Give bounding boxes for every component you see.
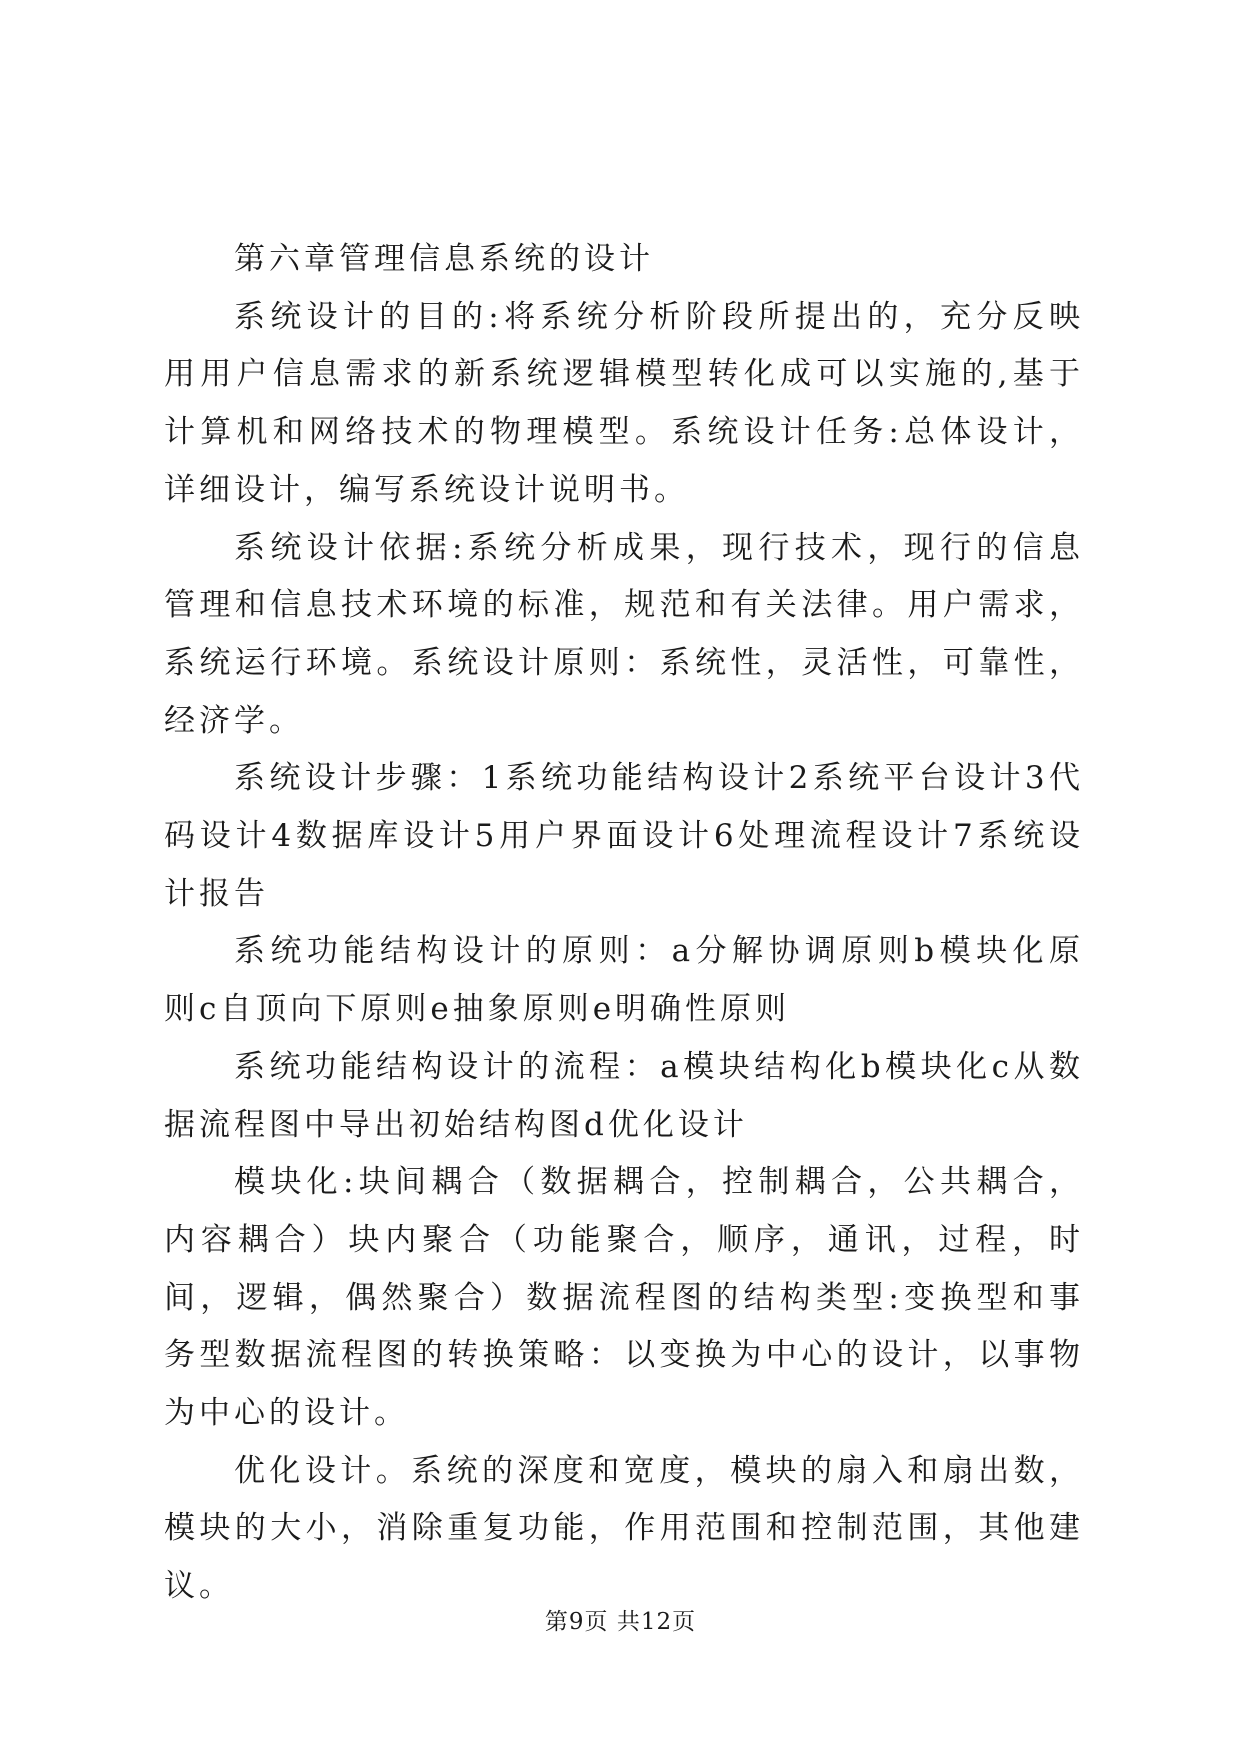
- chapter-heading: 第六章管理信息系统的设计: [234, 241, 654, 277]
- paragraph-design-steps: 系统设计步骤：1系统功能结构设计2系统平台设计3代码设计4数据库设计5用户界面设计6处理流程设计7系统设计报告: [164, 760, 1084, 912]
- page-number-footer: 第9页 共12页: [544, 1609, 697, 1635]
- paragraph-function-process: 系统功能结构设计的流程：a模块结构化b模块化c从数据流程图中导出初始结构图d优化设计: [164, 1048, 1084, 1143]
- paragraph-modularization: 模块化:块间耦合（数据耦合，控制耦合，公共耦合，内容耦合）块内聚合（功能聚合，顺序，通讯，过程，时间，逻辑，偶然聚合）数据流程图的结构类型:变换型和事务型数据流程图的转换策略：以变换为中心的设计，以事物为中心的设计。: [164, 1164, 1084, 1432]
- paragraph-optimization: 优化设计。系统的深度和宽度，模块的扇入和扇出数，模块的大小，消除重复功能，作用范围和控制范围，其他建议。: [164, 1452, 1084, 1605]
- paragraph-design-purpose: 系统设计的目的:将系统分析阶段所提出的，充分反映用用户信息需求的新系统逻辑模型转化成可以实施的,基于计算机和网络技术的物理模型。系统设计任务:总体设计，详细设计，编写系统设计说明书。: [164, 298, 1084, 508]
- paragraph-design-basis: 系统设计依据:系统分析成果，现行技术，现行的信息管理和信息技术环境的标准，规范和有关法律。用户需求，系统运行环境。系统设计原则：系统性，灵活性，可靠性，经济学。: [164, 529, 1084, 739]
- document-body: [164, 231, 1084, 1616]
- paragraph-function-principles: 系统功能结构设计的原则：a分解协调原则b模块化原则c自顶向下原则e抽象原则e明确性原则: [164, 933, 1084, 1028]
